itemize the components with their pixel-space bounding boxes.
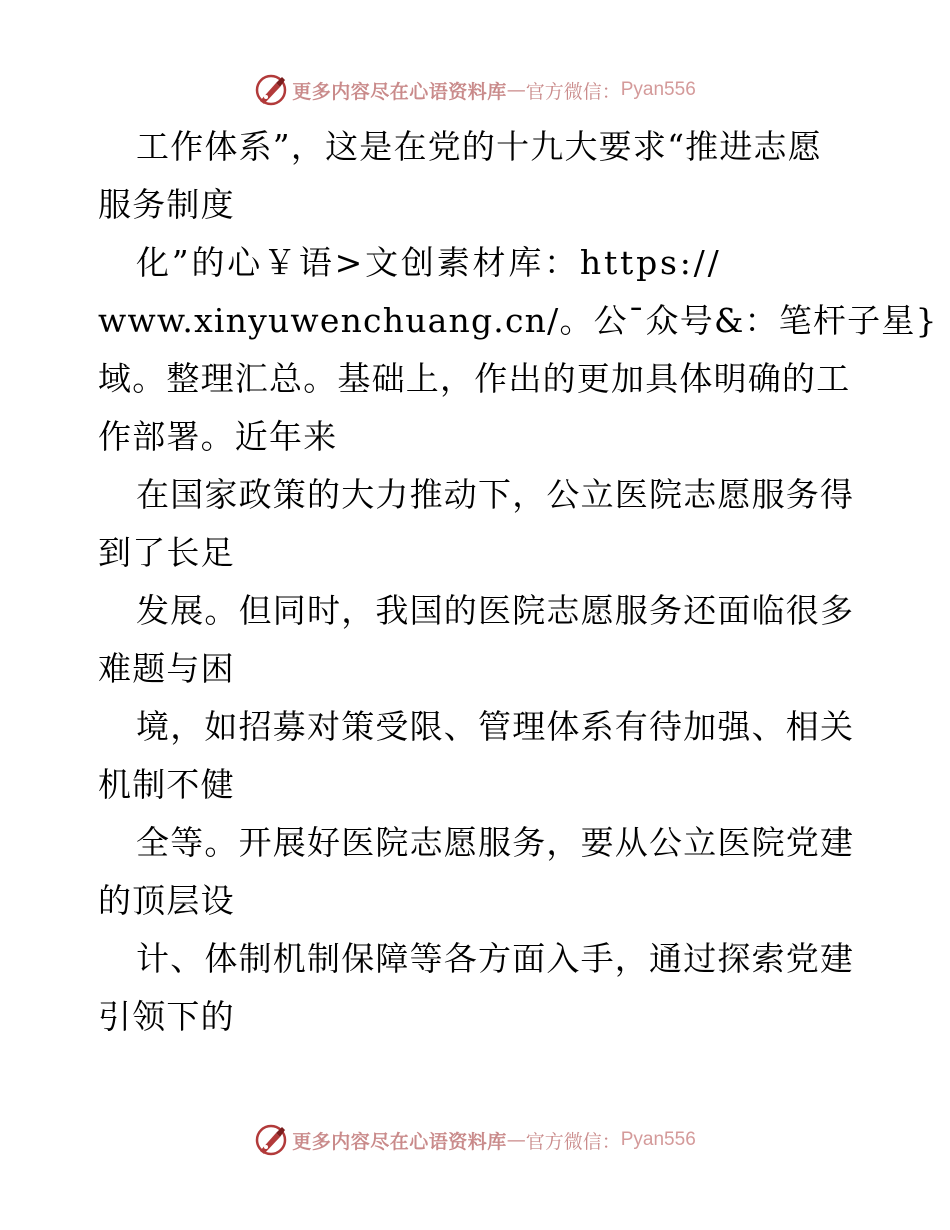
body-line-2: 化”的心￥语>文创素材库：https://: [136, 243, 722, 282]
body-line-9: 全等。开展好医院志愿服务，要从公立医院党建: [136, 823, 855, 862]
header-banner: [0, 70, 950, 110]
footer-banner: [0, 1120, 950, 1160]
body-line-1: 工作体系”，这是在党的十九大要求“推进志愿: [136, 127, 822, 166]
body-line-10-cont: 引领下的: [98, 997, 235, 1036]
header-wechat-id: Pyan556: [620, 79, 696, 100]
footer-separator: —: [506, 1129, 526, 1151]
body-line-5: 作部署。近年来: [98, 417, 338, 456]
body-line-8-cont: 机制不健: [98, 765, 235, 804]
footer-wechat-label: 官方微信：: [525, 1130, 621, 1153]
body-line-6: 在国家政策的大力推动下，公立医院志愿服务得: [136, 475, 855, 514]
body-line-7-cont: 难题与困: [98, 649, 235, 688]
body-line-4: 域。整理汇总。基础上，作出的更加具体明确的工: [98, 359, 851, 398]
body-line-7: 发展。但同时，我国的医院志愿服务还面临很多: [136, 591, 855, 630]
header-site-text: 更多内容尽在心语资料库: [292, 80, 507, 103]
body-line-3: www.xinyuwenchuang.cn/。公¯众号&：笔杆子星}: [98, 301, 938, 340]
header-separator: —: [506, 79, 526, 101]
document-body: [98, 118, 938, 1046]
body-line-9-cont: 的顶层设: [98, 881, 235, 920]
footer-wechat-id: Pyan556: [620, 1129, 696, 1150]
body-line-8: 境，如招募对策受限、管理体系有待加强、相关: [136, 707, 855, 746]
body-line-10: 计、体制机制保障等各方面入手，通过探索党建: [136, 939, 855, 978]
body-line-1-cont: 服务制度: [98, 185, 235, 224]
header-wechat-label: 官方微信：: [525, 80, 621, 103]
body-line-6-cont: 到了长足: [98, 533, 235, 572]
footer-site-text: 更多内容尽在心语资料库: [292, 1130, 507, 1153]
pen-logo-icon: [254, 1123, 288, 1157]
pen-logo-icon: [254, 73, 288, 107]
